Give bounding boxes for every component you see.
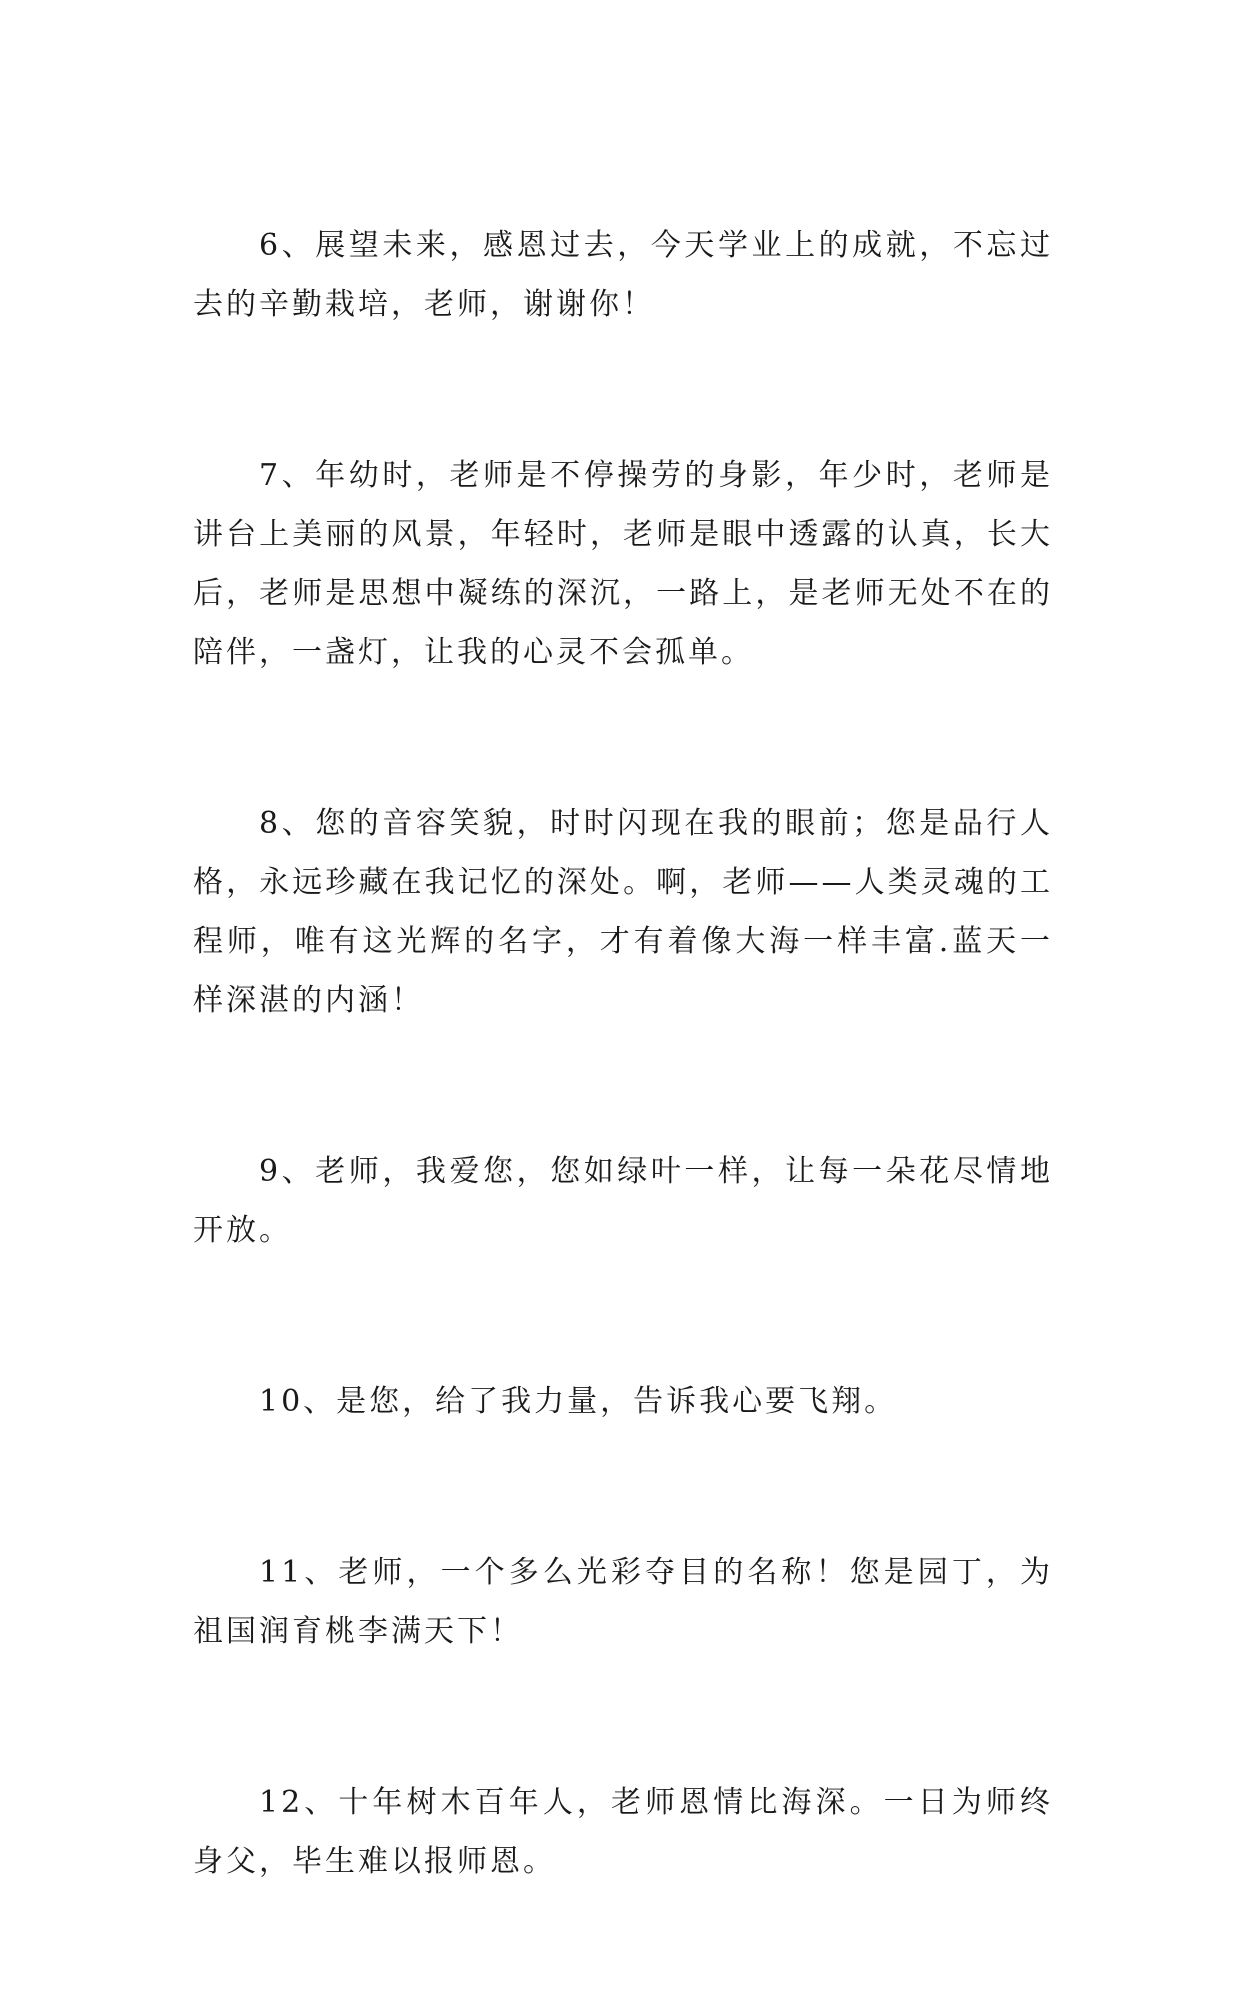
paragraph-8: 8、您的音容笑貌，时时闪现在我的眼前；您是品行人格，永远珍藏在我记忆的深处。啊，老师——人类灵魂的工程师，唯有这光辉的名字，才有着像大海一样丰富.蓝天一样深湛的内涵！ xyxy=(193,806,1053,1018)
paragraph-12: 12、十年树木百年人，老师恩情比海深。一日为师终身父，毕生难以报师恩。 xyxy=(193,1785,1053,1879)
paragraph-6: 6、展望未来，感恩过去，今天学业上的成就，不忘过去的辛勤栽培，老师，谢谢你！ xyxy=(193,228,1053,322)
document-body xyxy=(193,216,1053,2003)
paragraph-11: 11、老师，一个多么光彩夺目的名称！您是园丁，为祖国润育桃李满天下！ xyxy=(193,1555,1053,1649)
paragraph-7: 7、年幼时，老师是不停操劳的身影，年少时，老师是讲台上美丽的风景，年轻时，老师是眼中透露的认真，长大后，老师是思想中凝练的深沉，一路上，是老师无处不在的陪伴，一盏灯，让我的心灵不会孤单。 xyxy=(193,458,1053,670)
paragraph-9: 9、老师，我爱您，您如绿叶一样，让每一朵花尽情地开放。 xyxy=(193,1154,1053,1248)
paragraph-10: 10、是您，给了我力量，告诉我心要飞翔。 xyxy=(259,1384,898,1419)
